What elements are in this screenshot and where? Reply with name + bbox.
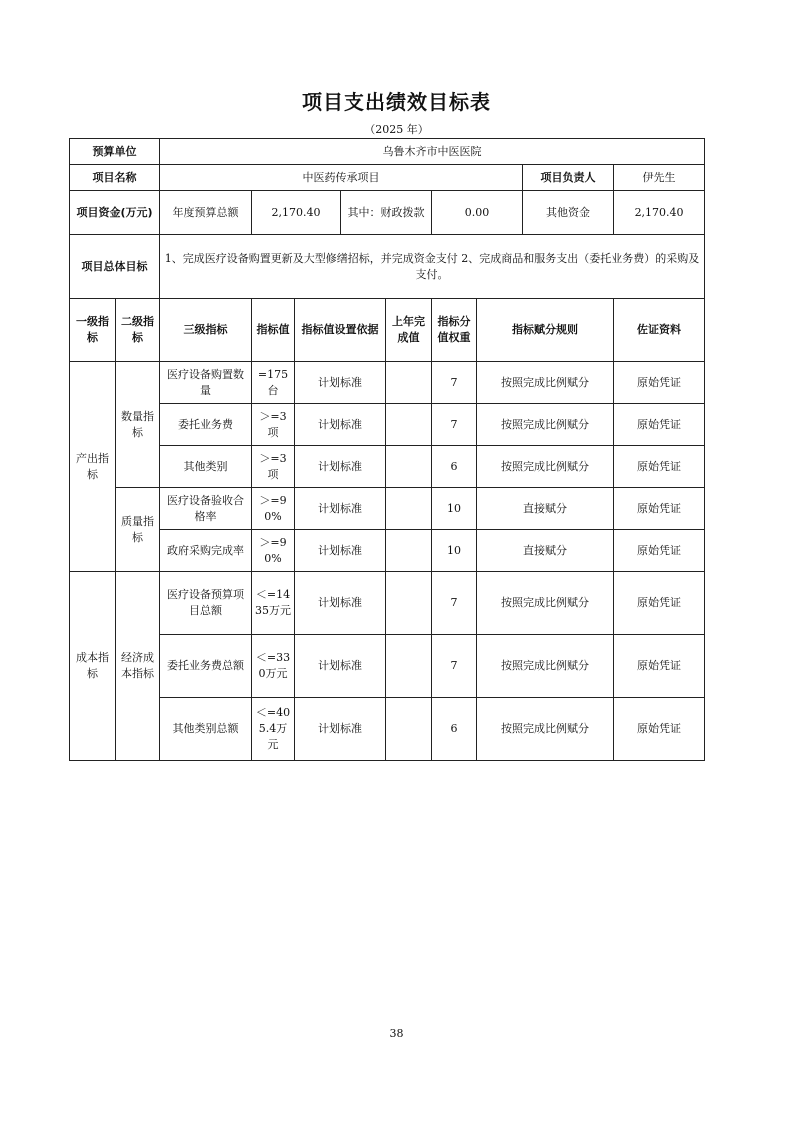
- unit-value: 乌鲁木齐市中医医院: [160, 139, 705, 165]
- header-indicator-value: 指标值: [252, 299, 295, 362]
- fiscal-allocation-label: 其中：财政拨款: [341, 191, 432, 235]
- indicator-weight: 7: [432, 572, 477, 635]
- indicator-last-year: [386, 530, 432, 572]
- unit-label: 预算单位: [70, 139, 160, 165]
- header-level2: 二级指标: [116, 299, 160, 362]
- indicator-name: 委托业务费: [160, 404, 252, 446]
- indicator-name: 医疗设备购置数量: [160, 362, 252, 404]
- indicator-last-year: [386, 446, 432, 488]
- performance-target-table: [69, 138, 705, 761]
- indicator-last-year: [386, 362, 432, 404]
- level2-economic-cost: 经济成本指标: [116, 572, 160, 761]
- indicator-weight: 7: [432, 404, 477, 446]
- indicator-value: ＜=330万元: [252, 635, 295, 698]
- indicator-rule: 按照完成比例赋分: [477, 446, 614, 488]
- level1-output: 产出指标: [70, 362, 116, 572]
- level1-cost: 成本指标: [70, 572, 116, 761]
- annual-budget-value: 2,170.40: [252, 191, 341, 235]
- indicator-value: ＞=90%: [252, 488, 295, 530]
- indicator-weight: 7: [432, 362, 477, 404]
- level2-quality: 质量指标: [116, 488, 160, 572]
- project-owner-value: 伊先生: [614, 165, 705, 191]
- table-row: [70, 488, 705, 530]
- indicator-name: 其他类别: [160, 446, 252, 488]
- page-number: 38: [389, 1027, 404, 1040]
- indicator-evidence: 原始凭证: [614, 488, 705, 530]
- fiscal-allocation-value: 0.00: [432, 191, 523, 235]
- header-level1: 一级指标: [70, 299, 116, 362]
- funds-label: 项目资金(万元): [70, 191, 160, 235]
- annual-budget-label: 年度预算总额: [160, 191, 252, 235]
- indicator-value: ＜=405.4万元: [252, 698, 295, 761]
- header-weight: 指标分值权重: [432, 299, 477, 362]
- project-owner-label: 项目负责人: [523, 165, 614, 191]
- indicator-rule: 按照完成比例赋分: [477, 404, 614, 446]
- header-level3: 三级指标: [160, 299, 252, 362]
- indicator-value: =175台: [252, 362, 295, 404]
- indicator-weight: 10: [432, 530, 477, 572]
- project-name-value: 中医药传承项目: [160, 165, 523, 191]
- indicator-name: 医疗设备预算项目总额: [160, 572, 252, 635]
- indicator-rule: 按照完成比例赋分: [477, 698, 614, 761]
- page-title: 项目支出绩效目标表: [302, 90, 491, 114]
- indicator-name: 委托业务费总额: [160, 635, 252, 698]
- table-row: [70, 698, 705, 761]
- indicator-evidence: 原始凭证: [614, 635, 705, 698]
- indicator-name: 其他类别总额: [160, 698, 252, 761]
- indicator-evidence: 原始凭证: [614, 530, 705, 572]
- indicator-last-year: [386, 572, 432, 635]
- indicator-value: ＞=3项: [252, 446, 295, 488]
- indicator-evidence: 原始凭证: [614, 698, 705, 761]
- indicator-rule: 按照完成比例赋分: [477, 362, 614, 404]
- table-row: [70, 404, 705, 446]
- overall-goal-label: 项目总体目标: [70, 235, 160, 299]
- level2-quantity: 数量指标: [116, 362, 160, 488]
- indicator-value: ＞=3项: [252, 404, 295, 446]
- year-label: （2025 年）: [364, 123, 429, 136]
- indicator-basis: 计划标准: [295, 404, 386, 446]
- other-funds-label: 其他资金: [523, 191, 614, 235]
- overall-goal-text: 1、完成医疗设备购置更新及大型修缮招标，并完成资金支付 2、完成商品和服务支出（委托业务费）的采购及支付。: [160, 235, 705, 299]
- indicator-evidence: 原始凭证: [614, 446, 705, 488]
- indicator-evidence: 原始凭证: [614, 362, 705, 404]
- indicator-weight: 6: [432, 446, 477, 488]
- indicator-basis: 计划标准: [295, 362, 386, 404]
- table-row: [70, 446, 705, 488]
- header-basis: 指标值设置依据: [295, 299, 386, 362]
- indicator-basis: 计划标准: [295, 698, 386, 761]
- other-funds-value: 2,170.40: [614, 191, 705, 235]
- indicator-basis: 计划标准: [295, 635, 386, 698]
- indicator-last-year: [386, 488, 432, 530]
- indicator-value: ＜=1435万元: [252, 572, 295, 635]
- table-row: [70, 530, 705, 572]
- indicator-basis: 计划标准: [295, 488, 386, 530]
- indicator-basis: 计划标准: [295, 572, 386, 635]
- indicator-weight: 7: [432, 635, 477, 698]
- indicator-basis: 计划标准: [295, 530, 386, 572]
- indicator-rule: 直接赋分: [477, 530, 614, 572]
- indicator-weight: 10: [432, 488, 477, 530]
- indicator-evidence: 原始凭证: [614, 404, 705, 446]
- header-scoring-rule: 指标赋分规则: [477, 299, 614, 362]
- indicator-last-year: [386, 635, 432, 698]
- indicator-last-year: [386, 404, 432, 446]
- table-row: [70, 635, 705, 698]
- project-name-label: 项目名称: [70, 165, 160, 191]
- indicator-rule: 按照完成比例赋分: [477, 635, 614, 698]
- table-row: [70, 572, 705, 635]
- table-row: [70, 362, 705, 404]
- header-evidence: 佐证资料: [614, 299, 705, 362]
- indicator-name: 医疗设备验收合格率: [160, 488, 252, 530]
- indicator-name: 政府采购完成率: [160, 530, 252, 572]
- indicator-value: ＞=90%: [252, 530, 295, 572]
- indicator-rule: 直接赋分: [477, 488, 614, 530]
- indicator-rule: 按照完成比例赋分: [477, 572, 614, 635]
- indicator-weight: 6: [432, 698, 477, 761]
- indicator-evidence: 原始凭证: [614, 572, 705, 635]
- indicator-basis: 计划标准: [295, 446, 386, 488]
- header-last-year: 上年完成值: [386, 299, 432, 362]
- indicator-last-year: [386, 698, 432, 761]
